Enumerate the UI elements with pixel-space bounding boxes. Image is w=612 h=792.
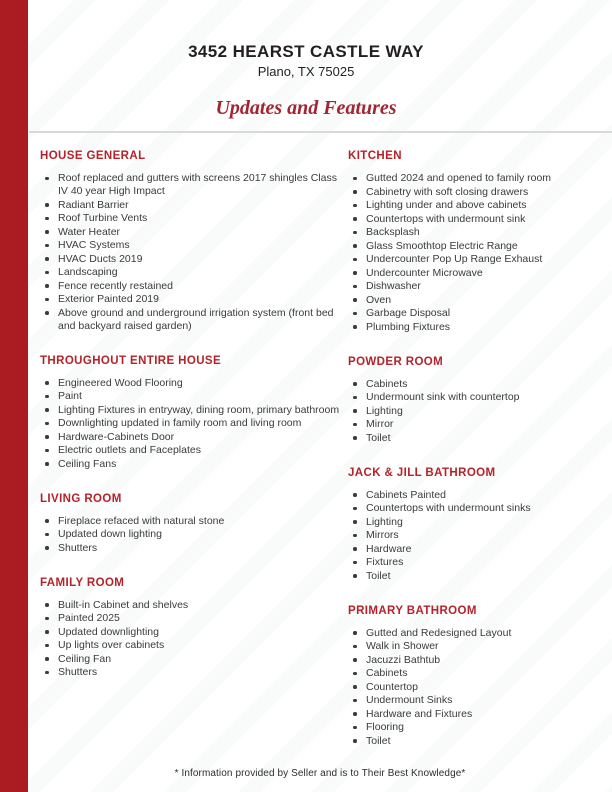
list-item-text: Hardware-Cabinets Door bbox=[58, 430, 175, 443]
list-item bbox=[40, 515, 340, 528]
bullet-icon bbox=[45, 422, 49, 426]
list-item-text: Jacuzzi Bathtub bbox=[366, 653, 441, 666]
bullet-icon bbox=[45, 230, 49, 234]
list-item-text: Cabinetry with soft closing drawers bbox=[366, 185, 529, 198]
list-item-text: Roof Turbine Vents bbox=[58, 212, 148, 224]
list-item-text: Undercounter Microwave bbox=[366, 266, 483, 279]
bullet-icon bbox=[45, 244, 49, 248]
list-item bbox=[40, 528, 340, 541]
list-item bbox=[348, 378, 600, 391]
list-item-text: Lighting Fixtures in entryway, dining room, primary bathroom bbox=[58, 403, 340, 416]
list-item bbox=[348, 267, 600, 280]
feature-section bbox=[40, 577, 340, 680]
feature-section bbox=[348, 150, 600, 334]
list-item bbox=[348, 199, 600, 212]
list-item-text: Ceiling Fans bbox=[58, 457, 117, 470]
list-item-text: Gutted 2024 and opened to family room bbox=[366, 172, 552, 184]
bullet-icon bbox=[353, 685, 357, 689]
list-item bbox=[40, 417, 340, 430]
list-item-text: Radiant Barrier bbox=[58, 198, 129, 211]
list-item bbox=[40, 266, 340, 279]
list-item-text: Backsplash bbox=[366, 226, 420, 238]
section-heading: POWDER ROOM bbox=[348, 355, 444, 368]
bullet-icon bbox=[353, 493, 357, 497]
list-item-text: Electric outlets and Faceplates bbox=[58, 444, 201, 456]
bullet-icon bbox=[353, 672, 357, 676]
left-accent-bar bbox=[0, 0, 28, 792]
property-city-line: Plano, TX 75025 bbox=[257, 64, 355, 79]
list-item-text: Lighting under and above cabinets bbox=[366, 199, 527, 211]
list-item-text: Shutters bbox=[58, 666, 98, 678]
feature-list bbox=[40, 377, 340, 471]
list-item bbox=[348, 516, 600, 529]
bullet-icon bbox=[353, 217, 357, 221]
list-item bbox=[348, 627, 600, 640]
feature-section bbox=[348, 467, 600, 583]
list-item bbox=[40, 226, 340, 239]
list-item bbox=[348, 721, 600, 734]
list-item-text: Fence recently restained bbox=[58, 279, 173, 292]
bullet-icon bbox=[353, 645, 357, 649]
list-item-text: Built-in Cabinet and shelves bbox=[58, 598, 189, 611]
bullet-icon bbox=[45, 435, 49, 439]
bullet-icon bbox=[45, 257, 49, 261]
list-item-text: Oven bbox=[366, 293, 392, 306]
bullet-icon bbox=[45, 395, 49, 399]
list-item-text: Flooring bbox=[366, 721, 404, 733]
list-item bbox=[40, 199, 340, 212]
list-item bbox=[40, 253, 340, 266]
list-item-text: Toilet bbox=[366, 569, 391, 582]
list-item bbox=[40, 599, 340, 612]
feature-list bbox=[348, 172, 600, 334]
list-item-text: Gutted and Redesigned Layout bbox=[366, 626, 512, 639]
list-item-text: Fireplace refaced with natural stone bbox=[58, 514, 225, 527]
list-item-text: Toilet bbox=[366, 734, 391, 747]
feature-section bbox=[40, 355, 340, 471]
list-item-text: Countertops with undermount sink bbox=[366, 212, 526, 225]
document-header bbox=[0, 0, 612, 120]
bullet-icon bbox=[353, 298, 357, 302]
list-item-text: Lighting bbox=[366, 404, 403, 417]
list-item bbox=[40, 626, 340, 639]
section-heading: FAMILY ROOM bbox=[40, 576, 125, 589]
feature-list bbox=[348, 627, 600, 748]
bullet-icon bbox=[353, 726, 357, 730]
bullet-icon bbox=[353, 739, 357, 743]
list-item bbox=[348, 543, 600, 556]
list-item bbox=[348, 529, 600, 542]
bullet-icon bbox=[45, 546, 49, 550]
list-item bbox=[348, 432, 600, 445]
bullet-icon bbox=[353, 244, 357, 248]
list-item-text: Hardware and Fixtures bbox=[366, 707, 473, 720]
section-heading: LIVING ROOM bbox=[40, 492, 122, 505]
bullet-icon bbox=[45, 603, 49, 607]
document-footer bbox=[28, 768, 612, 779]
section-heading: PRIMARY BATHROOM bbox=[348, 604, 477, 617]
list-item bbox=[348, 172, 600, 185]
list-item bbox=[40, 666, 340, 679]
list-item-text: Garbage Disposal bbox=[366, 307, 451, 319]
feature-section bbox=[40, 150, 340, 333]
property-address: 3452 HEARST CASTLE WAY bbox=[188, 42, 424, 61]
list-item bbox=[348, 735, 600, 748]
list-item-text: Countertop bbox=[366, 680, 418, 693]
bullet-icon bbox=[45, 408, 49, 412]
list-item-text: Updated down lighting bbox=[58, 528, 162, 540]
bullet-icon bbox=[45, 298, 49, 302]
bullet-icon bbox=[45, 177, 49, 181]
bullet-icon bbox=[353, 631, 357, 635]
list-item-text: Exterior Painted 2019 bbox=[58, 293, 159, 305]
list-item-text: Plumbing Fixtures bbox=[366, 320, 451, 333]
list-item bbox=[348, 681, 600, 694]
bullet-icon bbox=[45, 284, 49, 288]
list-item-text: Landscaping bbox=[58, 266, 118, 278]
bullet-icon bbox=[45, 617, 49, 621]
bullet-icon bbox=[353, 258, 357, 262]
bullet-icon bbox=[45, 657, 49, 661]
feature-list bbox=[348, 378, 600, 445]
list-item-text: Walk in Shower bbox=[366, 640, 439, 652]
section-heading: JACK & JILL BATHROOM bbox=[348, 466, 496, 479]
bullet-icon bbox=[353, 699, 357, 703]
bullet-icon bbox=[353, 271, 357, 275]
bullet-icon bbox=[353, 507, 357, 511]
list-item-text: Undermount sink with countertop bbox=[366, 391, 520, 403]
list-item bbox=[348, 321, 600, 334]
list-item bbox=[348, 502, 600, 515]
list-item-text: Up lights over cabinets bbox=[58, 639, 165, 651]
list-item bbox=[348, 253, 600, 266]
list-item bbox=[40, 653, 340, 666]
bullet-icon bbox=[45, 630, 49, 634]
feature-section bbox=[348, 605, 600, 748]
list-item bbox=[40, 542, 340, 555]
list-item-text: Mirror bbox=[366, 418, 394, 430]
bullet-icon bbox=[353, 312, 357, 316]
list-item-text: Ceiling Fan bbox=[58, 652, 112, 665]
list-item-text: Hardware bbox=[366, 542, 412, 555]
section-heading: HOUSE GENERAL bbox=[40, 150, 146, 162]
bullet-icon bbox=[353, 409, 357, 413]
bullet-icon bbox=[353, 190, 357, 194]
list-item bbox=[348, 226, 600, 239]
list-item-text: HVAC Ducts 2019 bbox=[58, 252, 143, 265]
feature-list bbox=[40, 599, 340, 680]
list-item bbox=[40, 293, 340, 306]
content-columns bbox=[0, 133, 612, 748]
list-item bbox=[348, 280, 600, 293]
bullet-icon bbox=[353, 177, 357, 181]
disclaimer-text: * Information provided by Seller and is to Their Best Knowledge* bbox=[174, 768, 466, 779]
section-heading: THROUGHOUT ENTIRE HOUSE bbox=[40, 354, 222, 367]
list-item-text: Cabinets Painted bbox=[366, 488, 446, 501]
list-item bbox=[348, 694, 600, 707]
feature-section bbox=[40, 493, 340, 555]
section-heading: KITCHEN bbox=[348, 150, 402, 162]
bullet-icon bbox=[45, 381, 49, 385]
feature-list bbox=[348, 489, 600, 583]
list-item bbox=[348, 667, 600, 680]
list-item bbox=[40, 612, 340, 625]
list-item-text: Dishwasher bbox=[366, 280, 421, 292]
list-item bbox=[348, 213, 600, 226]
list-item-text: Painted 2025 bbox=[58, 612, 120, 624]
bullet-icon bbox=[45, 671, 49, 675]
bullet-icon bbox=[353, 534, 357, 538]
list-item bbox=[40, 307, 340, 333]
bullet-icon bbox=[353, 520, 357, 524]
list-item-text: Above ground and underground irrigation system (front bed and backyard raised garden) bbox=[58, 306, 334, 332]
bullet-icon bbox=[45, 462, 49, 466]
bullet-icon bbox=[353, 382, 357, 386]
list-item-text: Cabinets bbox=[366, 377, 408, 390]
list-item-text: Shutters bbox=[58, 541, 98, 554]
list-item-text: HVAC Systems bbox=[58, 239, 130, 251]
bullet-icon bbox=[353, 231, 357, 235]
list-item bbox=[348, 640, 600, 653]
list-item bbox=[40, 280, 340, 293]
list-item bbox=[348, 708, 600, 721]
bullet-icon bbox=[353, 204, 357, 208]
bullet-icon bbox=[45, 311, 49, 315]
bullet-icon bbox=[353, 561, 357, 565]
list-item bbox=[348, 418, 600, 431]
list-item-text: Updated downlighting bbox=[58, 625, 159, 638]
bullet-icon bbox=[353, 285, 357, 289]
list-item-text: Undercounter Pop Up Range Exhaust bbox=[366, 253, 543, 265]
list-item bbox=[40, 377, 340, 390]
feature-list bbox=[40, 515, 340, 555]
list-item-text: Water Heater bbox=[58, 225, 121, 238]
bullet-icon bbox=[45, 449, 49, 453]
bullet-icon bbox=[45, 271, 49, 275]
list-item bbox=[40, 431, 340, 444]
list-item bbox=[348, 405, 600, 418]
list-item bbox=[348, 570, 600, 583]
list-item-text: Undermount Sinks bbox=[366, 694, 453, 706]
list-item bbox=[348, 654, 600, 667]
list-item bbox=[348, 186, 600, 199]
list-item bbox=[348, 489, 600, 502]
list-item-text: Lighting bbox=[366, 515, 403, 528]
bullet-icon bbox=[353, 712, 357, 716]
list-item-text: Countertops with undermount sinks bbox=[366, 502, 531, 514]
bullet-icon bbox=[353, 436, 357, 440]
list-item-text: Engineered Wood Flooring bbox=[58, 376, 183, 389]
list-item bbox=[348, 391, 600, 404]
list-item-text: Cabinets bbox=[366, 667, 408, 679]
list-item bbox=[348, 294, 600, 307]
list-item bbox=[40, 444, 340, 457]
bullet-icon bbox=[353, 325, 357, 329]
bullet-icon bbox=[353, 658, 357, 662]
bullet-icon bbox=[353, 396, 357, 400]
list-item bbox=[40, 172, 340, 198]
list-item bbox=[40, 458, 340, 471]
right-column bbox=[340, 150, 600, 748]
list-item bbox=[40, 390, 340, 403]
feature-section bbox=[348, 356, 600, 445]
list-item bbox=[40, 639, 340, 652]
bullet-icon bbox=[45, 217, 49, 221]
list-item bbox=[348, 240, 600, 253]
bullet-icon bbox=[45, 203, 49, 207]
left-column bbox=[40, 150, 340, 680]
bullet-icon bbox=[353, 423, 357, 427]
list-item bbox=[348, 307, 600, 320]
bullet-icon bbox=[353, 574, 357, 578]
list-item bbox=[348, 556, 600, 569]
bullet-icon bbox=[45, 533, 49, 537]
list-item-text: Roof replaced and gutters with screens 2017 shingles Class IV 40 year High Impact bbox=[58, 172, 337, 197]
bullet-icon bbox=[45, 644, 49, 648]
bullet-icon bbox=[45, 519, 49, 523]
list-item-text: Paint bbox=[58, 390, 82, 402]
list-item bbox=[40, 404, 340, 417]
list-item-text: Fixtures bbox=[366, 556, 404, 568]
list-item-text: Toilet bbox=[366, 431, 391, 444]
list-item bbox=[40, 239, 340, 252]
bullet-icon bbox=[353, 547, 357, 551]
document-tagline: Updates and Features bbox=[215, 97, 397, 119]
list-item-text: Mirrors bbox=[366, 529, 399, 541]
feature-list bbox=[40, 172, 340, 333]
list-item-text: Glass Smoothtop Electric Range bbox=[366, 239, 518, 252]
list-item-text: Downlighting updated in family room and living room bbox=[58, 417, 302, 429]
list-item bbox=[40, 212, 340, 225]
